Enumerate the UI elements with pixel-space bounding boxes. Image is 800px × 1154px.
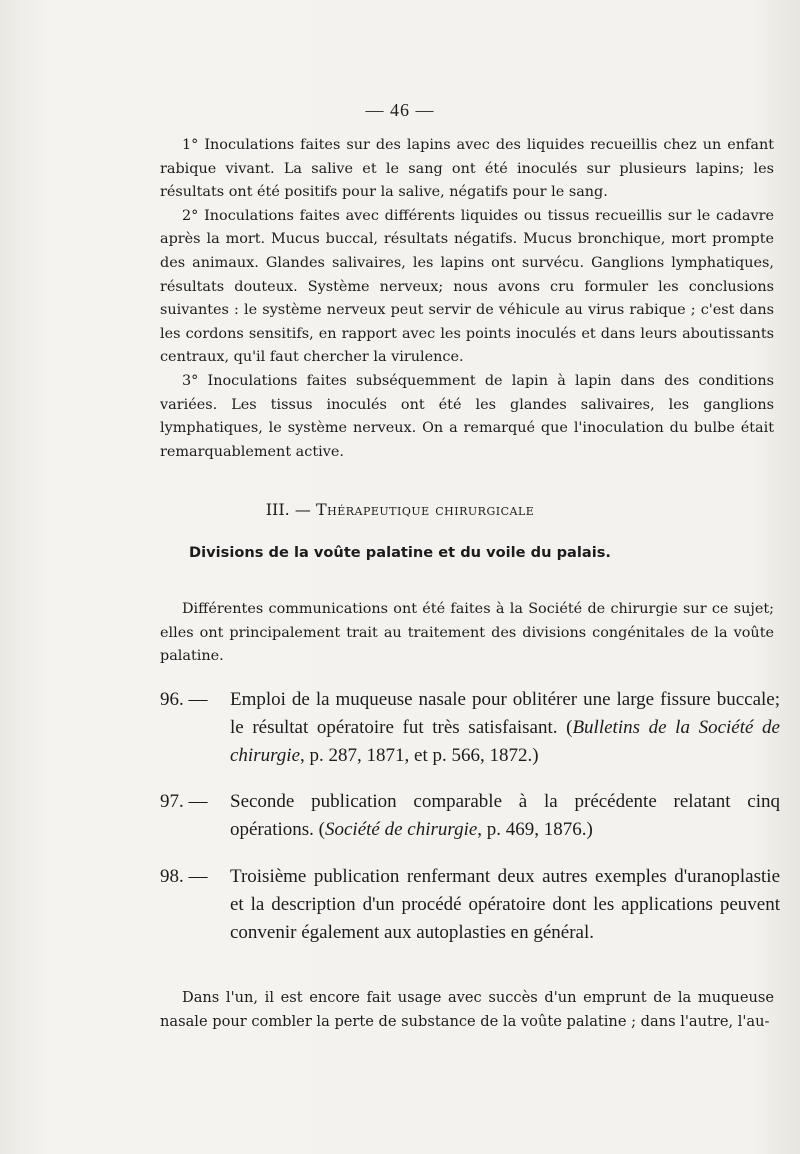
entry-body: Emploi de la muqueuse nasale pour oblitérer une large fissure buccale; le résultat opératoire fut très satisfaisant. ( — [230, 689, 780, 738]
closing-paragraph — [160, 986, 774, 1033]
entry-text — [230, 686, 780, 770]
intro-paragraph — [160, 598, 774, 669]
intro-text: Différentes communications ont été faites à la Société de chirurgie sur ce sujet; elles ont principalement trait au traitement des divisions congénitales de la voûte palatine. — [160, 601, 774, 665]
entry-number: 96. — — [160, 689, 208, 710]
entry-body: Seconde publication comparable à la précédente relatant cinq opérations. ( — [230, 791, 780, 840]
inoculation-list — [160, 134, 774, 464]
entry-number: 98. — — [160, 866, 208, 887]
entry-body: Troisième publication renfermant deux autres exemples d'uranoplastie et la description d'un procédé opératoire dont les applications peuvent convenir également aux autoplasties en général. — [230, 866, 780, 943]
entry-reference-details: , p. 469, 1876.) — [477, 819, 593, 840]
entry-text — [230, 863, 780, 947]
entry-text — [230, 788, 780, 844]
entry-96 — [160, 686, 780, 770]
entry-reference: Bulletins de la Société de chirurgie — [230, 717, 780, 766]
inoculation-paragraph-3: 3° Inoculations faites subséquemment de lapin à lapin dans des conditions variées. Les tissus inoculés ont été les glandes salivaires, les ganglions lymphatiques, le système nerveux. On a remarqué que l'inoculation du bulbe était remarquablement active. — [160, 372, 774, 460]
entry-reference: Société de chirurgie — [324, 819, 478, 840]
page-number: — 46 — — [365, 100, 435, 120]
inoculation-paragraph-1: 1° Inoculations faites sur des lapins avec des liquides recueillis chez un enfant rabique vivant. La salive et le sang ont été inoculés sur plusieurs lapins; les résultats ont été positifs pour la salive, négatifs pour le sang. — [160, 137, 774, 201]
subsection-heading: Divisions de la voûte palatine et du voile du palais. — [189, 544, 611, 561]
section-numeral: III. — — [265, 500, 311, 519]
section-title: Thérapeutique chirurgicale — [315, 500, 535, 519]
entry-97 — [160, 788, 780, 844]
inoculation-paragraph-2: 2° Inoculations faites avec différents liquides ou tissus recueillis sur le cadavre après la mort. Mucus buccal, résultats négatifs. Mucus bronchique, mort prompte des animaux. Glandes salivaires, les lapins ont survécu. Ganglions lymphatiques, résultats douteux. Système nerveux; nous avons cru formuler les conclusions suivantes : le système nerveux peut servir de véhicule au virus rabique ; c'est dans les cordons sensitifs, en rapport avec les points inoculés et dans leurs aboutissants centraux, qu'il faut chercher la virulence. — [160, 207, 774, 366]
closing-text: Dans l'un, il est encore fait usage avec succès d'un emprunt de la muqueuse nasale pour combler la perte de substance de la voûte palatine ; dans l'autre, l'au- — [160, 989, 774, 1030]
entry-reference-details: , p. 287, 1871, et p. 566, 1872.) — [300, 745, 539, 766]
entry-98 — [160, 863, 780, 947]
entry-number: 97. — — [160, 791, 208, 812]
section-heading — [0, 500, 800, 519]
